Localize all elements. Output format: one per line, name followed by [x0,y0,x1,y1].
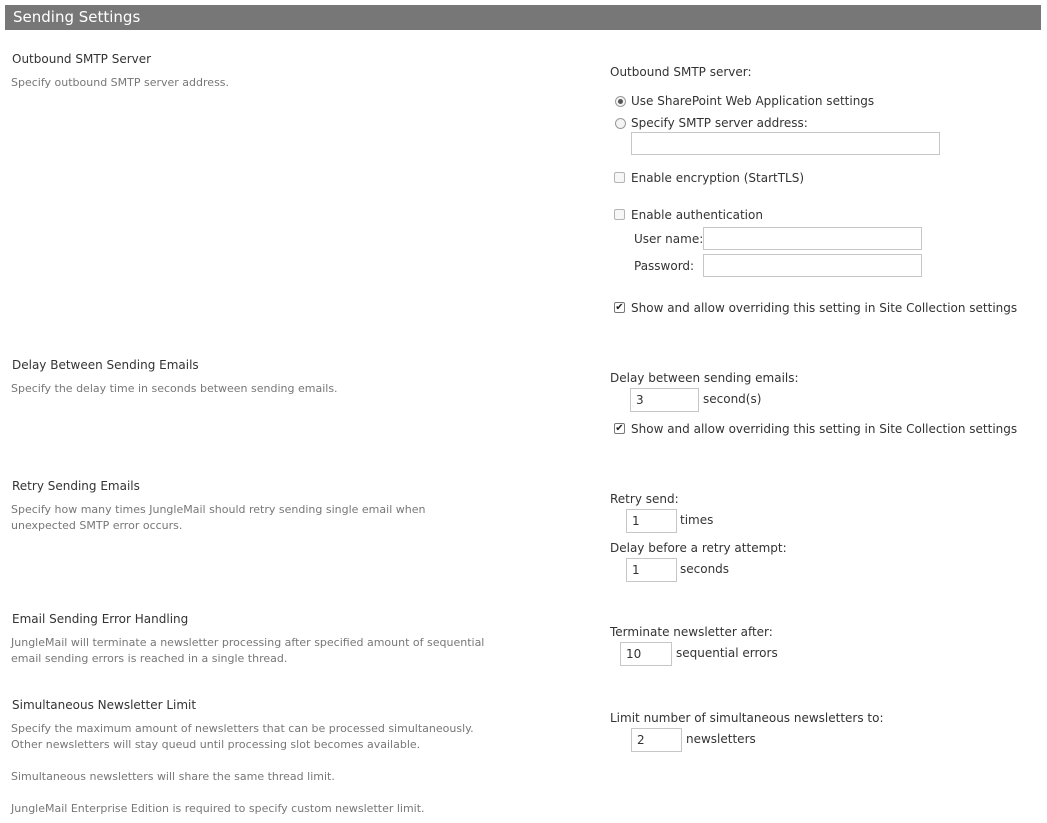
smtp-section-description: Specify outbound SMTP server address. [11,76,230,89]
limit-section-description-thread: Simultaneous newsletters will share the same thread limit. [11,770,335,783]
limit-label: Limit number of simultaneous newsletters to: [610,711,884,725]
smtp-override-label[interactable]: Show and allow overriding this setting in Site Collection settings [631,301,1018,315]
retry-section-title: Retry Sending Emails [12,479,140,493]
terminate-errors-input[interactable] [620,642,672,666]
username-input[interactable] [703,227,922,250]
smtp-section-title: Outbound SMTP Server [12,52,152,66]
specify-smtp-label[interactable]: Specify SMTP server address: [631,116,808,130]
errors-section-title: Email Sending Error Handling [12,612,189,626]
page-header: Sending Settings [5,5,1041,30]
use-webapp-settings-radio[interactable] [615,96,626,107]
retry-send-label: Retry send: [610,492,679,506]
retry-delay-label: Delay before a retry attempt: [610,541,787,555]
retry-unit-label: times [680,513,714,527]
terminate-label: Terminate newsletter after: [610,625,773,639]
errors-section-description: JungleMail will terminate a newsletter processing after specified amount of sequential email sending errors is reached in a single thread. [11,636,485,665]
username-label: User name: [634,232,704,246]
delay-section-description: Specify the delay time in seconds between sending emails. [11,382,338,395]
retry-delay-input[interactable] [626,558,677,582]
smtp-override-checkbox[interactable]: ✔ [615,302,624,313]
delay-override-checkbox[interactable]: ✔ [615,423,624,434]
delay-unit-label: second(s) [703,392,762,406]
limit-section-description: Specify the maximum amount of newsletters that can be processed simultaneously. Other newsletters will stay queud until processing slot becomes available. [11,722,474,751]
specify-smtp-radio[interactable] [615,118,626,129]
delay-label: Delay between sending emails: [610,371,799,385]
limit-section-description-edition: JungleMail Enterprise Edition is required to specify custom newsletter limit. [11,802,425,815]
enable-authentication-checkbox[interactable] [614,209,625,220]
enable-authentication-label[interactable]: Enable authentication [631,208,763,222]
retry-count-input[interactable] [626,509,677,533]
password-label: Password: [634,259,695,273]
retry-section-description: Specify how many times JungleMail should retry sending single email when unexpected SMTP error occurs. [11,503,426,532]
terminate-unit-label: sequential errors [676,646,778,660]
enable-encryption-checkbox[interactable] [614,172,625,183]
smtp-server-address-input[interactable] [631,132,940,155]
delay-seconds-input[interactable] [630,388,699,412]
password-input[interactable] [703,254,922,277]
limit-unit-label: newsletters [686,732,756,746]
limit-section-title: Simultaneous Newsletter Limit [12,698,197,712]
delay-override-label[interactable]: Show and allow overriding this setting in Site Collection settings [631,422,1018,436]
enable-encryption-label[interactable]: Enable encryption (StartTLS) [631,171,805,185]
delay-section-title: Delay Between Sending Emails [12,358,199,372]
smtp-server-label: Outbound SMTP server: [610,65,752,79]
retry-delay-unit-label: seconds [680,562,730,576]
newsletter-limit-input[interactable] [631,728,682,752]
use-webapp-settings-label[interactable]: Use SharePoint Web Application settings [631,94,875,108]
